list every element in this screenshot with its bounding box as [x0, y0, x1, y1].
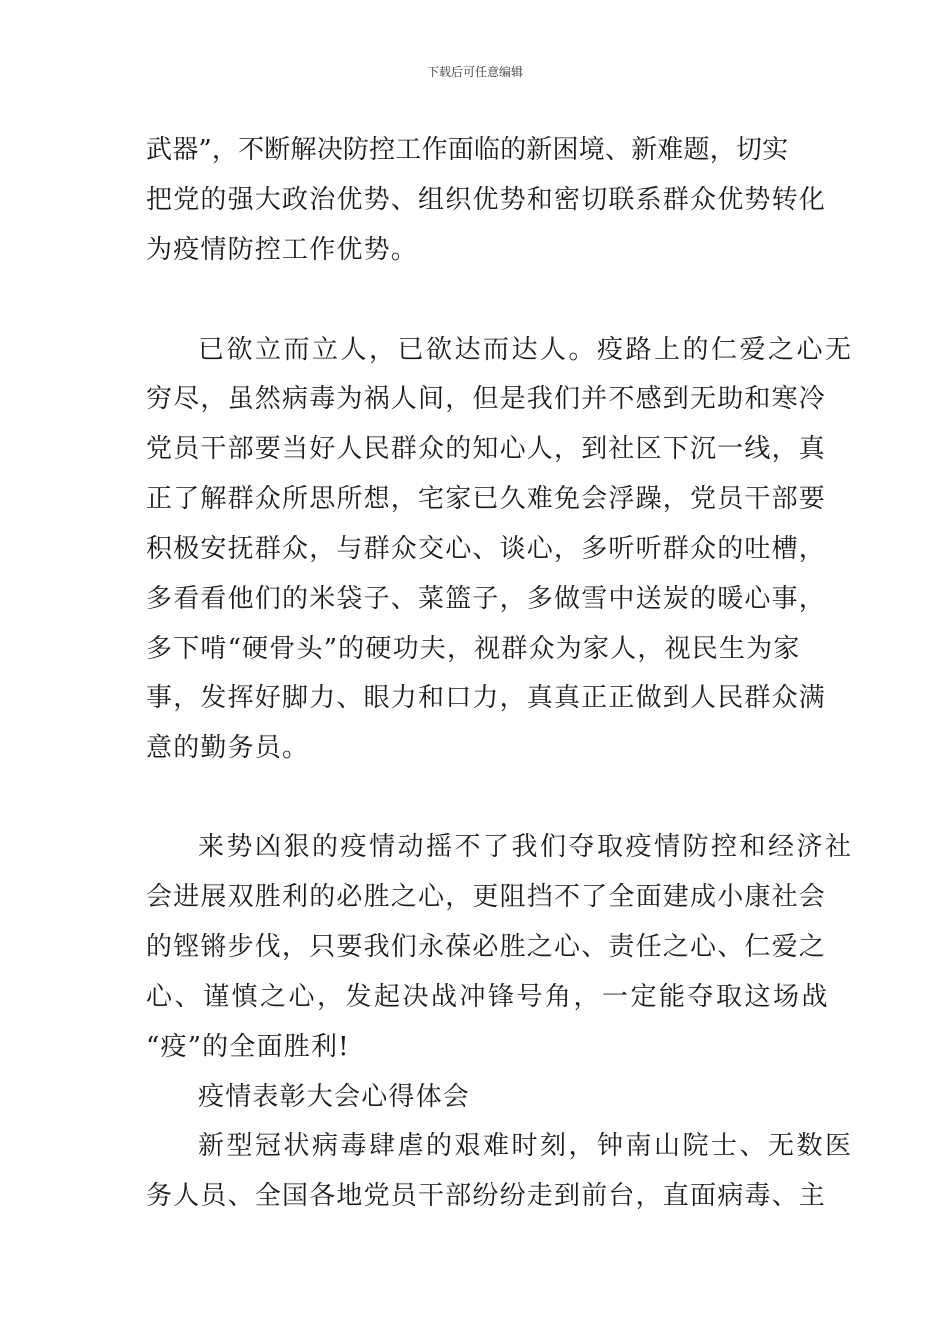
paragraph-line: 来势凶狠的疫情动摇不了我们夺取疫情防控和经济社 — [198, 832, 854, 862]
page-header: 下载后可任意编辑 — [426, 65, 523, 79]
paragraph-line: 新型冠状病毒肆虐的艰难时刻，钟南山院士、无数医 — [198, 1131, 854, 1161]
paragraph-line: “疫”的全面胜利! — [146, 1032, 350, 1062]
paragraph-line: 党员干部要当好人民群众的知心人，到社区下沉一线，真 — [146, 434, 827, 464]
paragraph-line: 积极安抚群众，与群众交心、谈心，多听听群众的吐槽， — [146, 534, 827, 564]
paragraph-line: 穷尽，虽然病毒为祸人间，但是我们并不感到无助和寒冷 — [146, 384, 827, 414]
paragraph-line: 已欲立而立人，已欲达而达人。疫路上的仁爱之心无 — [198, 335, 854, 365]
paragraph-line: 务人员、全国各地党员干部纷纷走到前台，直面病毒、主 — [146, 1181, 827, 1211]
paragraph-line: 心、谨慎之心，发起决战冲锋号角，一定能夺取这场战 — [146, 982, 831, 1012]
section-title: 疫情表彰大会心得体会 — [198, 1082, 471, 1112]
paragraph-line: 多下啃“硬骨头”的硬功夫，视群众为家人，视民生为家 — [146, 634, 801, 664]
paragraph-line: 为疫情防控工作优势。 — [146, 235, 419, 265]
paragraph-line: 武器”，不断解决防控工作面临的新困境、新难题，切实 — [146, 135, 789, 165]
paragraph-line: 正了解群众所思所想，宅家已久难免会浮躁，党员干部要 — [146, 484, 827, 514]
paragraph-line: 把党的强大政治优势、组织优势和密切联系群众优势转化 — [146, 185, 827, 215]
paragraph-line: 意的勤务员。 — [146, 733, 310, 763]
paragraph-line: 多看看他们的米袋子、菜篮子，多做雪中送炭的暖心事， — [146, 584, 827, 614]
paragraph-line: 会进展双胜利的必胜之心，更阻挡不了全面建成小康社会 — [146, 882, 827, 912]
paragraph-line: 事，发挥好脚力、眼力和口力，真真正正做到人民群众满 — [146, 683, 827, 713]
paragraph-line: 的铿锵步伐，只要我们永葆必胜之心、责任之心、仁爱之 — [146, 932, 827, 962]
